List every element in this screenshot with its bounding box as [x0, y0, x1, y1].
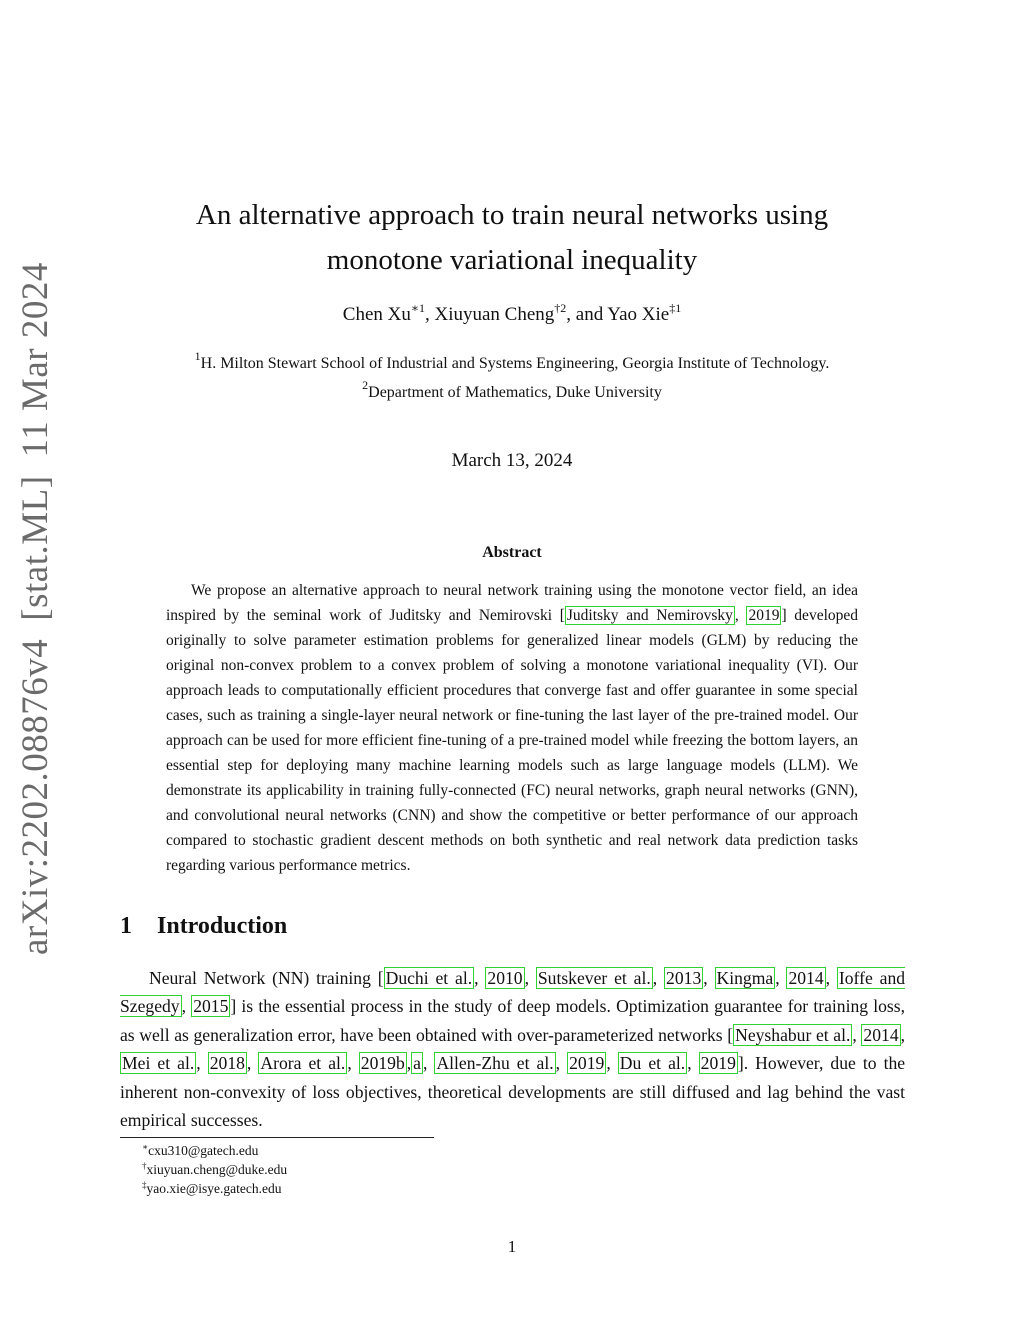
- arxiv-category: [stat.ML]: [15, 475, 56, 621]
- author-marks: ‡1: [669, 301, 682, 315]
- arxiv-date: 11 Mar 2024: [15, 262, 56, 458]
- footnote: ‡yao.xie@isye.gatech.edu: [142, 1180, 282, 1196]
- citation-link[interactable]: Duchi et al.: [385, 968, 473, 988]
- citation-link[interactable]: Mei et al.: [122, 1053, 195, 1074]
- citation-link[interactable]: 2010: [487, 968, 523, 988]
- footnotes: [142, 1141, 287, 1198]
- citation-link[interactable]: 2019b: [360, 1053, 405, 1074]
- section-heading: [120, 913, 287, 940]
- author-name: Chen Xu: [342, 304, 411, 325]
- citation-link[interactable]: 2019: [700, 1053, 736, 1074]
- title-line-2: monotone variational inequality: [326, 244, 698, 276]
- footnote-divider: [120, 1137, 434, 1138]
- title-line-1: An alternative approach to train neural networks using: [195, 199, 829, 231]
- citation-link[interactable]: 2014: [863, 1024, 899, 1045]
- affiliation-2: $^2$Department of Mathematics, Duke University: [362, 378, 662, 401]
- email-link[interactable]: xiuyuan.cheng@duke.edu: [146, 1162, 288, 1177]
- email-link[interactable]: cxu310@gatech.edu: [148, 1143, 259, 1158]
- section-title: Introduction: [157, 913, 288, 939]
- abstract-heading: Abstract: [482, 544, 542, 561]
- paper-title: [0, 193, 1024, 283]
- section-number: 1: [120, 913, 132, 939]
- email-link[interactable]: yao.xie@isye.gatech.edu: [146, 1181, 282, 1196]
- abstract-text: We propose an alternative approach to neural network training using the monotone vector field, an idea inspired by the seminal work of Juditsky and Nemirovski [ Juditsky and Nemirovsky , 2019 ] developed originally to solve parameter estimation problems for generalized linear models (GLM) by reducing the original non-convex problem to a convex problem of solving a monotone variational inequality (VI). Our approach leads to computationally efficient procedures that converge fast and offer guarantee in some special cases, such as training a single-layer neural network or fine-tuning the last layer of the pre-trained model. Our approach can be used for more efficient fine-tuning of a pre-trained model while freezing the bottom layers, an essential step for deploying many machine learning models such as large language models (LLM). We demonstrate its applicability in training fully-connected (FC) neural networks, graph neural networks (GNN), and convolutional neural networks (CNN) and show the competitive or better performance of our approach compared to stochastic gradient descent methods on both synthetic and real network data prediction tasks regarding various performance metrics.: [166, 582, 859, 874]
- citation-link[interactable]: 2019: [569, 1053, 605, 1074]
- author-name: Yao Xie: [607, 304, 670, 325]
- citation-link[interactable]: Sutskever et al.: [537, 968, 651, 988]
- author-name: Xiuyuan Cheng: [434, 304, 555, 325]
- footnote: ∗cxu310@gatech.edu: [142, 1142, 259, 1158]
- author-marks: ∗1: [410, 301, 425, 315]
- citation-link[interactable]: 2018: [209, 1053, 245, 1074]
- author-list: Chen $Xu^{∗1}$, Xiuyuan Cheng$^{\dagger 2}$, and Yao Xie$^{\ddagger 1}$: [342, 301, 682, 325]
- footnote: †xiuyuan.cheng@duke.edu: [142, 1161, 288, 1177]
- page-number: 1: [507, 1237, 517, 1256]
- citation-link[interactable]: 2015: [193, 996, 229, 1017]
- citation-link[interactable]: 2014: [788, 968, 824, 988]
- citation-link[interactable]: Arora et al.: [260, 1053, 346, 1074]
- citation-link[interactable]: a: [413, 1053, 421, 1074]
- citation-link[interactable]: Ioffe and Szegedy: [120, 968, 906, 1017]
- citation-link[interactable]: 2013: [666, 968, 702, 988]
- citation-link[interactable]: Allen-Zhu et al.: [436, 1053, 554, 1074]
- citation-link[interactable]: Juditsky and Nemirovsky: [566, 607, 733, 624]
- citation-link[interactable]: Neyshabur et al.: [735, 1024, 851, 1045]
- citation-link[interactable]: 2019: [748, 607, 780, 624]
- arxiv-id: arXiv:2202.08876v4: [15, 638, 56, 955]
- citation-link[interactable]: Kingma: [716, 968, 774, 988]
- affiliation-1: $^1$H. Milton Stewart School of Industrial and Systems Engineering, Georgia Institute of Technology.: [194, 349, 830, 372]
- citation-link[interactable]: Du et al.: [619, 1053, 686, 1074]
- author-marks: †2: [554, 301, 567, 315]
- paper-date: March 13, 2024: [451, 450, 573, 471]
- intro-paragraph: Neural Network (NN) training [ Duchi et al. , 2010 , Sutskever et al. , 2013 , Kingma , 2014 , Ioffe and Szegedy , 2015 ] is the essential process in the study of deep models. Optimization guarantee for training loss, as well as generalization error, have been obtained with over-parameterized networks [ Neyshabur et al. , 2014 , Mei et al. , 2018 , Arora et al. , 2019b , a , Allen-Zhu et al. , 2019 , Du et al. , 2019 ]. However, due to the inherent non-convexity of loss objectives, theoretical developments are still diffused and lag behind the vast empirical successes.: [120, 968, 906, 1131]
